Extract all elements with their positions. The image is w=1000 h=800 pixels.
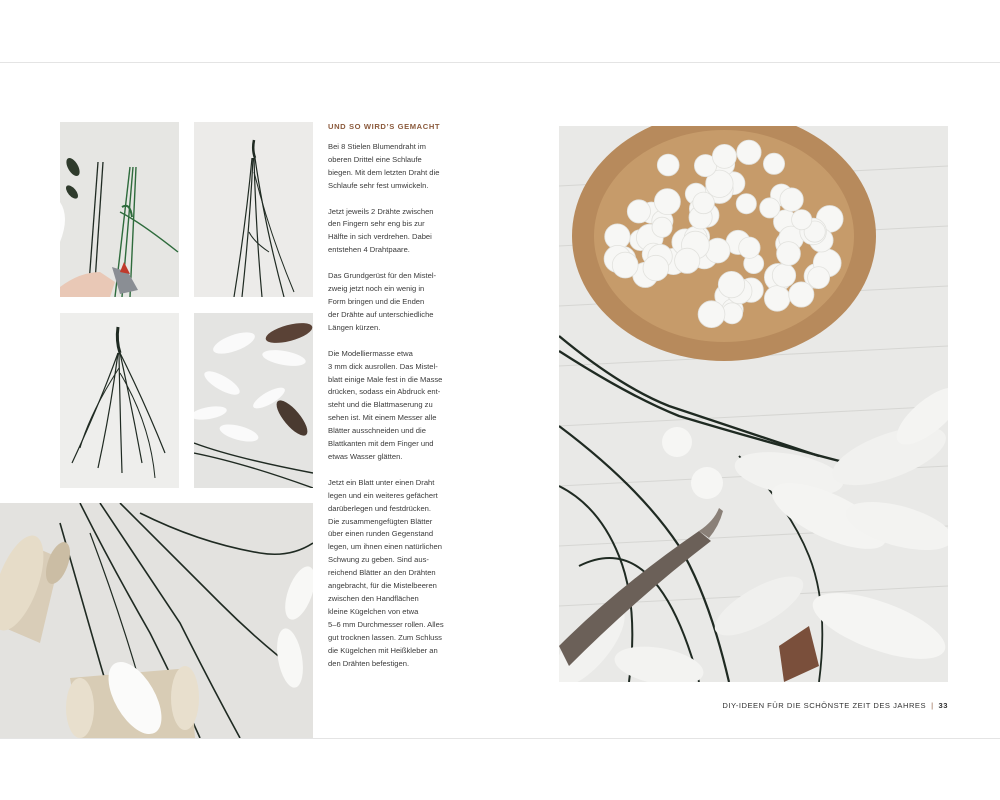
instructions-heading: UND SO WIRD’S GEMACHT [328,122,441,131]
clay-berry [772,264,795,287]
clay-berry [654,189,680,215]
clay-berry [789,282,814,307]
clay-berry [612,252,638,278]
page-number: 33 [938,701,948,710]
footer-separator: | [931,701,934,710]
clay-berry [627,200,650,223]
photo-step-framework [60,313,179,488]
instruction-step-5: Jetzt ein Blatt unter einen Draht legen und ein weiteres gefächert darüberlegen und festdrücken. Die zusammengefügten Blätter über einen runden Gegenstand legen, um ihnen einen natürlichen Schwung zu geben. Sind aus- reichend Blätter an den Drähten angebracht, für die Mistelbeeren zwischen den Handflächen kleine Kügelchen von etwa 5–6 mm Durchmesser rollen. Alles gut trocknen lassen. Zum Schluss die Kügelchen mit Heißkleber an den Drähten befestigen. [328,477,444,668]
clay-berry [763,153,784,174]
instructions-column [328,121,478,683]
clay-berry [792,210,812,230]
clay-berry [718,271,744,297]
photo-step-clay-leaves [194,313,313,488]
clay-berry [657,154,679,176]
clay-berry [739,237,760,258]
clay-berry [764,286,790,312]
clay-berry [777,242,801,266]
clay-berry [737,140,761,164]
clay-berry [712,144,736,168]
footer-title: DIY-IDEEN FÜR DIE SCHÖNSTE ZEIT DES JAHRES [722,701,927,710]
clay-berry [736,194,756,214]
clay-berry [780,188,803,211]
page-footer [722,701,948,710]
clay-berry [675,248,700,273]
clay-berry [652,217,672,237]
clay-berry [693,192,715,214]
instruction-step-3: Das Grundgerüst für den Mistel- zweig jetzt noch ein wenig in Form bringen und die Enden der Drähte auf unterschiedliche Längen kürzen. [328,271,437,332]
photo-step-twisted-wires [194,122,313,297]
photo-mistletoe-berries [559,126,948,682]
photo-step-wire-loop [60,122,179,297]
instruction-step-2: Jetzt jeweils 2 Drähte zwischen den Fingern sehr eng bis zur Hälfte in sich verdrehen. Dabei entstehen 4 Drahtpaare. [328,206,434,255]
photo-wire-spools [0,503,313,738]
clay-berry [760,198,780,218]
clay-berry [643,255,669,281]
clay-berry [698,301,725,328]
clay-berry [808,267,830,289]
instruction-step-4: Die Modelliermasse etwa 3 mm dick ausrollen. Das Mistel- blatt einige Male fest in die Masse drücken, sodass ein Abdruck ent- steht und die Blattmaserung zu sehen ist. Mit einem Messer alle Blätter ausschneiden und die Blattkanten mit dem Finger und etwas Wasser glätten. [328,348,443,461]
book-spread [0,62,1000,739]
instruction-step-1: Bei 8 Stielen Blumendraht im oberen Drittel eine Schlaufe biegen. Mit dem letzten Draht die Schlaufe sehr fest umwickeln. [328,141,440,190]
